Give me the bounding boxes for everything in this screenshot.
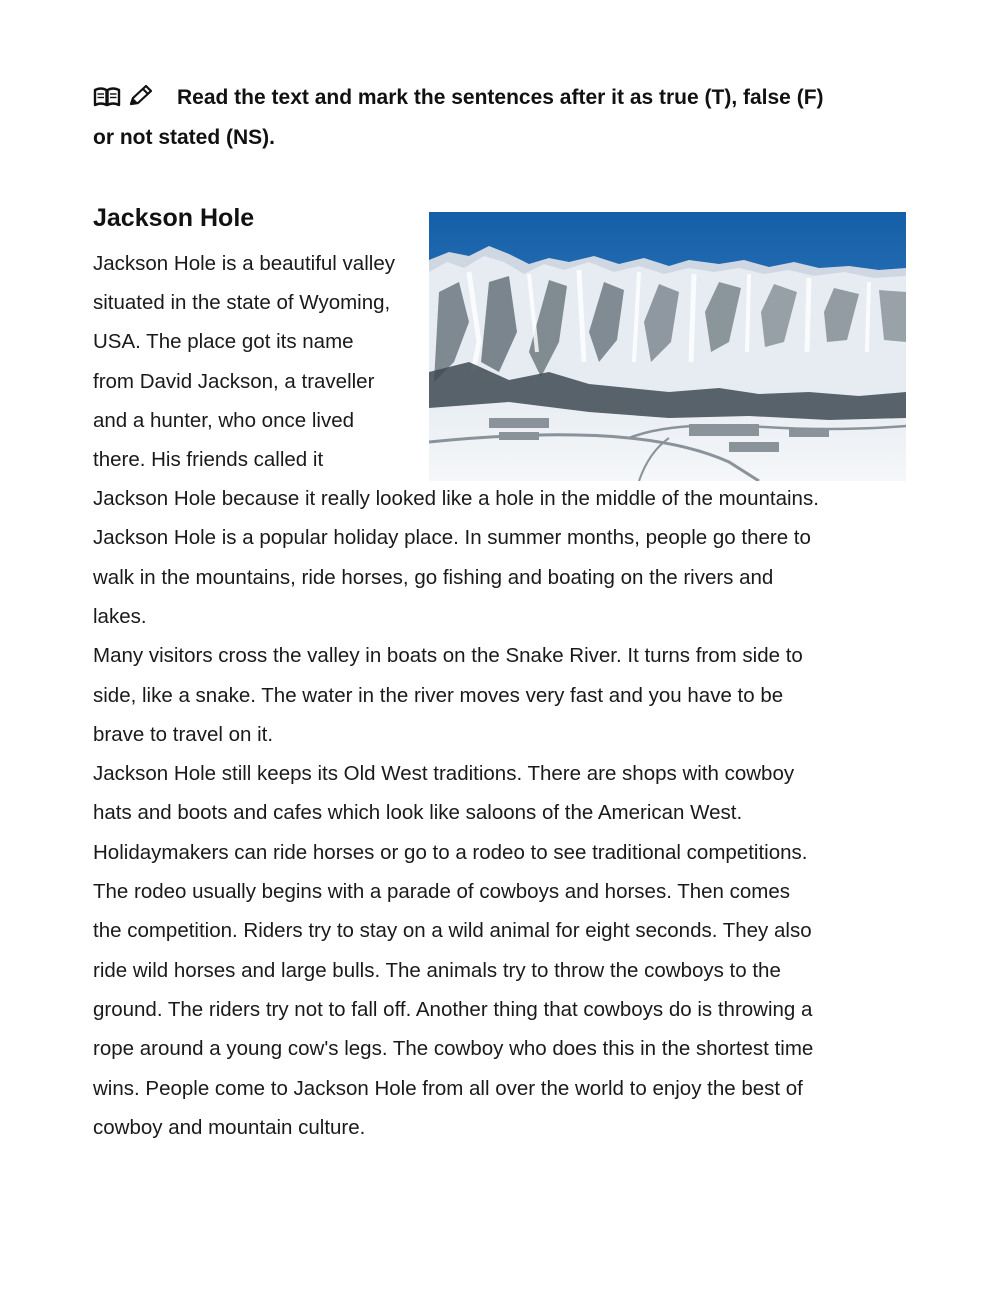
text-line: walk in the mountains, ride horses, go fishing and boating on the rivers and — [93, 566, 774, 589]
text-line: side, like a snake. The water in the river moves very fast and you have to be — [93, 684, 784, 707]
text-line: cowboy and mountain culture. — [93, 1116, 366, 1139]
text-line: ground. The riders try not to fall off. Another thing that cowboys do is throwing a — [93, 998, 813, 1021]
text-line: lakes. — [93, 605, 147, 628]
text-line: Jackson Hole is a beautiful valley — [93, 252, 395, 275]
instruction-icons — [93, 78, 177, 118]
mountain-valley-photo — [429, 212, 906, 481]
text-line: the competition. Riders try to stay on a wild animal for eight seconds. They also — [93, 919, 812, 942]
instruction-text-line1: Read the text and mark the sentences after it as true (T), false (F) — [177, 86, 824, 109]
text-line: Many visitors cross the valley in boats on the Snake River. It turns from side to — [93, 644, 803, 667]
open-book-icon — [93, 86, 121, 108]
text-line: ride wild horses and large bulls. The animals try to throw the cowboys to the — [93, 959, 781, 982]
text-line: rope around a young cow's legs. The cowboy who does this in the shortest time — [93, 1037, 814, 1060]
text-line: Jackson Hole because it really looked like a hole in the middle of the mountains. — [93, 487, 819, 510]
pencil-icon — [127, 84, 153, 108]
article-title: Jackson Hole — [93, 204, 255, 232]
instruction — [93, 78, 913, 158]
text-line: Holidaymakers can ride horses or go to a rodeo to see traditional competitions. — [93, 841, 808, 864]
text-line: The rodeo usually begins with a parade of cowboys and horses. Then comes — [93, 880, 791, 903]
text-line: Jackson Hole still keeps its Old West traditions. There are shops with cowboy — [93, 762, 795, 785]
text-line: Jackson Hole is a popular holiday place. In summer months, people go there to — [93, 526, 811, 549]
text-line: and a hunter, who once lived — [93, 409, 354, 432]
instruction-text-line2: or not stated (NS). — [93, 126, 275, 149]
text-line: USA. The place got its name — [93, 330, 354, 353]
text-line: from David Jackson, a traveller — [93, 370, 375, 393]
text-line: there. His friends called it — [93, 448, 324, 471]
text-line: brave to travel on it. — [93, 723, 274, 746]
text-line: hats and boots and cafes which look like saloons of the American West. — [93, 801, 743, 824]
text-line: wins. People come to Jackson Hole from all over the world to enjoy the best of — [93, 1077, 803, 1100]
text-line: situated in the state of Wyoming, — [93, 291, 391, 314]
